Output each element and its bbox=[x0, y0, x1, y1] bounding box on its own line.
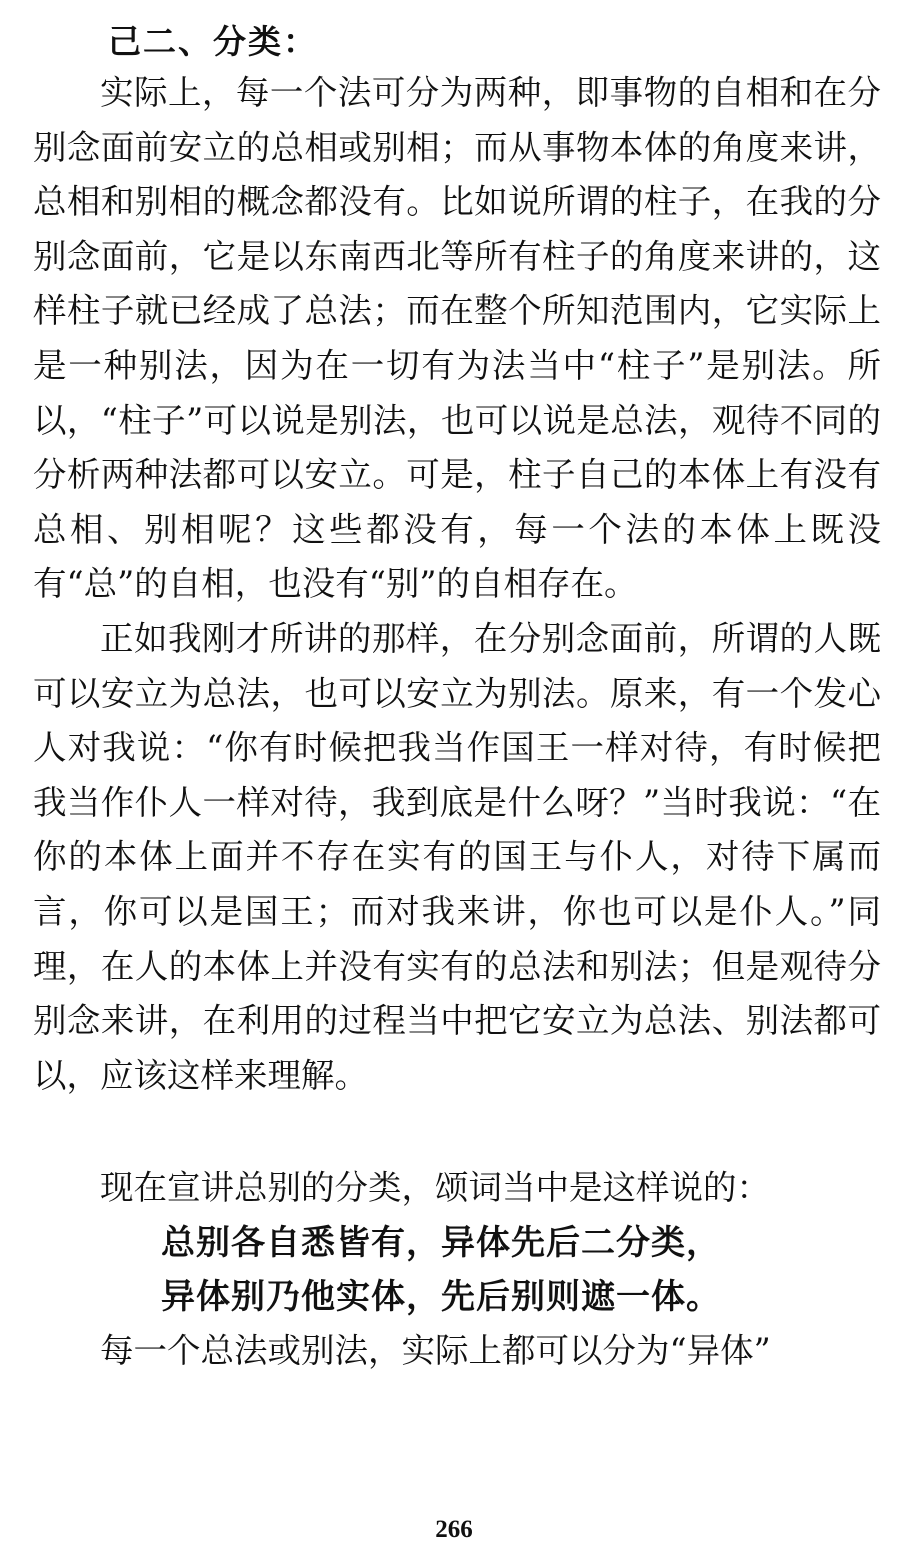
spacer bbox=[33, 1103, 881, 1161]
closing-paragraph: 每一个总法或别法，实际上都可以分为“异体” bbox=[100, 1330, 771, 1370]
page-number: 266 bbox=[435, 1516, 473, 1543]
section-heading: 己二、分类： bbox=[108, 22, 318, 61]
body-text bbox=[33, 66, 881, 1378]
verse-line: 总别各自悉皆有，异体先后二分类， bbox=[161, 1222, 721, 1263]
verse-line: 异体别乃他实体，先后别则遮一体。 bbox=[161, 1276, 721, 1317]
verse-intro: 现在宣讲总别的分类，颂词当中是这样说的： bbox=[100, 1168, 770, 1208]
paragraph: 正如我刚才所讲的那样，在分别念面前，所谓的人既可以安立为总法，也可以安立为别法。原来，有一个发心人对我说：“你有时候把我当作国王一样对待，有时候把我当作仆人一样对待，我到底是什么呀？”当时我说：“在你的本体上面并不存在实有的国王与仆人，对待下属而言，你可以是国王；而对我来讲，你也可以是仆人。”同理，在人的本体上并没有实有的总法和别法；但是观待分别念来讲，在利用的过程当中把它安立为总法、别法都可以，应该这样来理解。 bbox=[33, 618, 881, 1095]
paragraph: 实际上，每一个法可分为两种，即事物的自相和在分别念面前安立的总相或别相；而从事物本体的角度来讲，总相和别相的概念都没有。比如说所谓的柱子，在我的分别念面前，它是以东南西北等所有柱子的角度来讲的，这样柱子就已经成了总法；而在整个所知范围内，它实际上是一种别法，因为在一切有为法当中“柱子”是别法。所以，“柱子”可以说是别法，也可以说是总法，观待不同的分析两种法都可以安立。可是，柱子自己的本体上有没有总相、别相呢？这些都没有，每一个法的本体上既没有“总”的自相，也没有“别”的自相存在。 bbox=[33, 73, 881, 604]
